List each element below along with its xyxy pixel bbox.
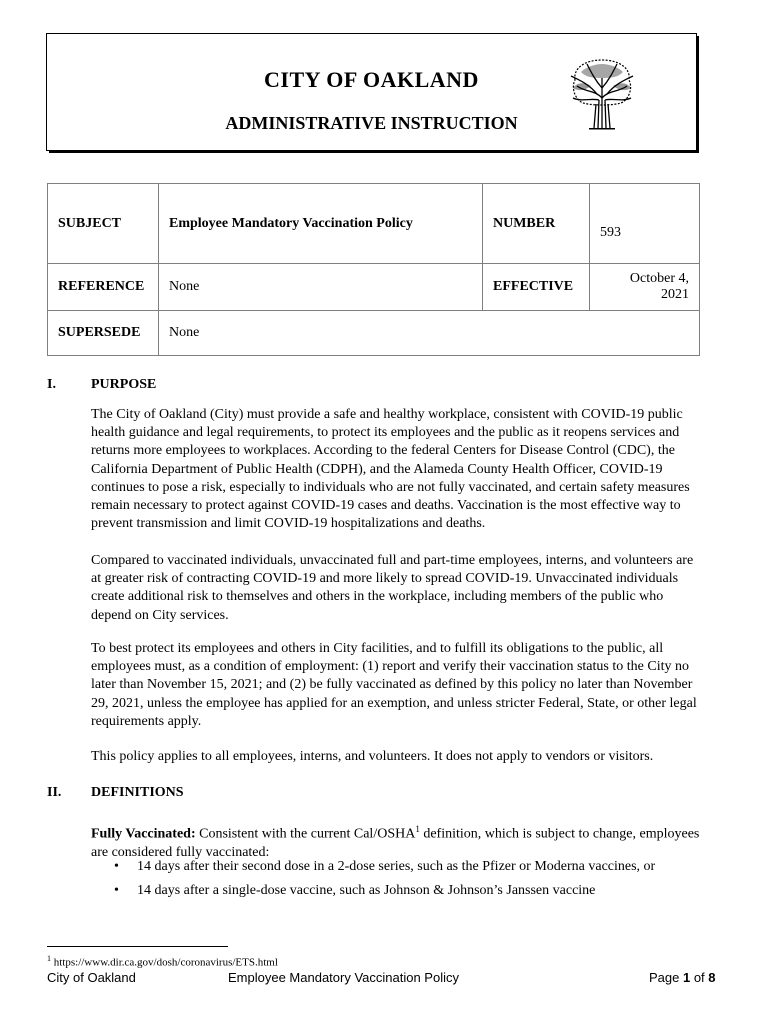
effective-label: EFFECTIVE bbox=[483, 264, 590, 311]
fully-vaccinated-definition bbox=[91, 820, 706, 862]
reference-label: REFERENCE bbox=[48, 264, 159, 311]
term-fully-vaccinated: Fully Vaccinated: bbox=[91, 826, 196, 842]
page-current: 1 bbox=[682, 970, 691, 985]
subject-label: SUBJECT bbox=[48, 184, 159, 264]
reference-value: None bbox=[159, 264, 483, 311]
document-type-title: ADMINISTRATIVE INSTRUCTION bbox=[225, 113, 518, 133]
effective-value: October 4, 2021 bbox=[590, 264, 700, 311]
number-value: 593 bbox=[590, 184, 700, 264]
page-of: of bbox=[690, 970, 709, 985]
footer-center: Employee Mandatory Vaccination Policy bbox=[228, 970, 459, 985]
purpose-paragraph: To best protect its employees and others in City facilities, and to fulfill its obligations to the public, all employees must, as a condition of employment: (1) report and verify their vaccination status to the City no later than November 15, 2021; and (2) be fully vaccinated as defined by this policy no later than November 29, 2021, unless the employee has applied for an exemption, and unless stricter Federal, State, or other legal requirements apply. bbox=[91, 641, 697, 729]
definition-text: Consistent with the current Cal/OSHA bbox=[195, 826, 416, 842]
footnote-reference: 1 bbox=[415, 824, 420, 834]
supersede-value: None bbox=[159, 311, 700, 356]
footnote bbox=[47, 954, 278, 969]
city-title: CITY OF OAKLAND bbox=[264, 67, 479, 92]
document-header bbox=[46, 33, 697, 151]
definition-text: definition, which is subject to change, employees are considered fully vaccinated: bbox=[91, 826, 700, 860]
purpose-paragraph: Compared to vaccinated individuals, unvaccinated full and part-time employees, interns, and volunteers are at greater risk of contracting COVID-19 and more likely to spread COVID-19. Unvaccinated individuals create additional risk to themselves and others in the workplace, including members of the public who depend on City services. bbox=[91, 553, 694, 623]
footnote-divider bbox=[47, 946, 228, 947]
oak-tree-logo-icon bbox=[567, 58, 637, 130]
purpose-paragraph: The City of Oakland (City) must provide a safe and healthy workplace, consistent with COVID-19 public health guidance and legal requirements, to protect its employees and the public as it reopens services and returns more employees to workplaces. According to the federal Centers for Disease Control (CDC), the California Department of Public Health (CDPH), and the Alameda County Health Officer, COVID-19 continues to pose a risk, especially to individuals who are not fully vaccinated, and certain safety measures remain necessary to protect against COVID-19 cases and deaths. Vaccination is the most effective way to prevent transmission and limit COVID-19 hospitalizations and deaths. bbox=[91, 407, 690, 532]
section-number-purpose: I. bbox=[47, 377, 56, 392]
supersede-label: SUPERSEDE bbox=[48, 311, 159, 356]
list-item: • 14 days after a single-dose vaccine, such as Johnson & Johnson’s Janssen vaccine bbox=[91, 882, 711, 906]
vaccination-criteria-list bbox=[91, 858, 711, 906]
footer-left: City of Oakland bbox=[47, 970, 136, 985]
footnote-marker: 1 bbox=[47, 954, 51, 963]
section-heading-purpose: PURPOSE bbox=[91, 377, 157, 392]
subject-value: Employee Mandatory Vaccination Policy bbox=[159, 184, 483, 264]
header-shadow-right bbox=[696, 36, 699, 153]
footnote-link[interactable]: https://www.dir.ca.gov/dosh/coronavirus/ETS.html bbox=[51, 956, 278, 969]
section-heading-definitions: DEFINITIONS bbox=[91, 785, 184, 800]
page-total: 8 bbox=[708, 970, 716, 985]
number-label: NUMBER bbox=[483, 184, 590, 264]
page-prefix: Page bbox=[649, 970, 683, 985]
list-item: • 14 days after their second dose in a 2-dose series, such as the Pfizer or Moderna vaccines, or bbox=[91, 858, 711, 882]
section-number-definitions: II. bbox=[47, 785, 62, 800]
header-shadow-bottom bbox=[49, 150, 699, 153]
page-number bbox=[649, 970, 716, 985]
policy-metadata-table bbox=[47, 183, 700, 356]
purpose-paragraph: This policy applies to all employees, interns, and volunteers. It does not apply to vendors or visitors. bbox=[91, 749, 654, 764]
